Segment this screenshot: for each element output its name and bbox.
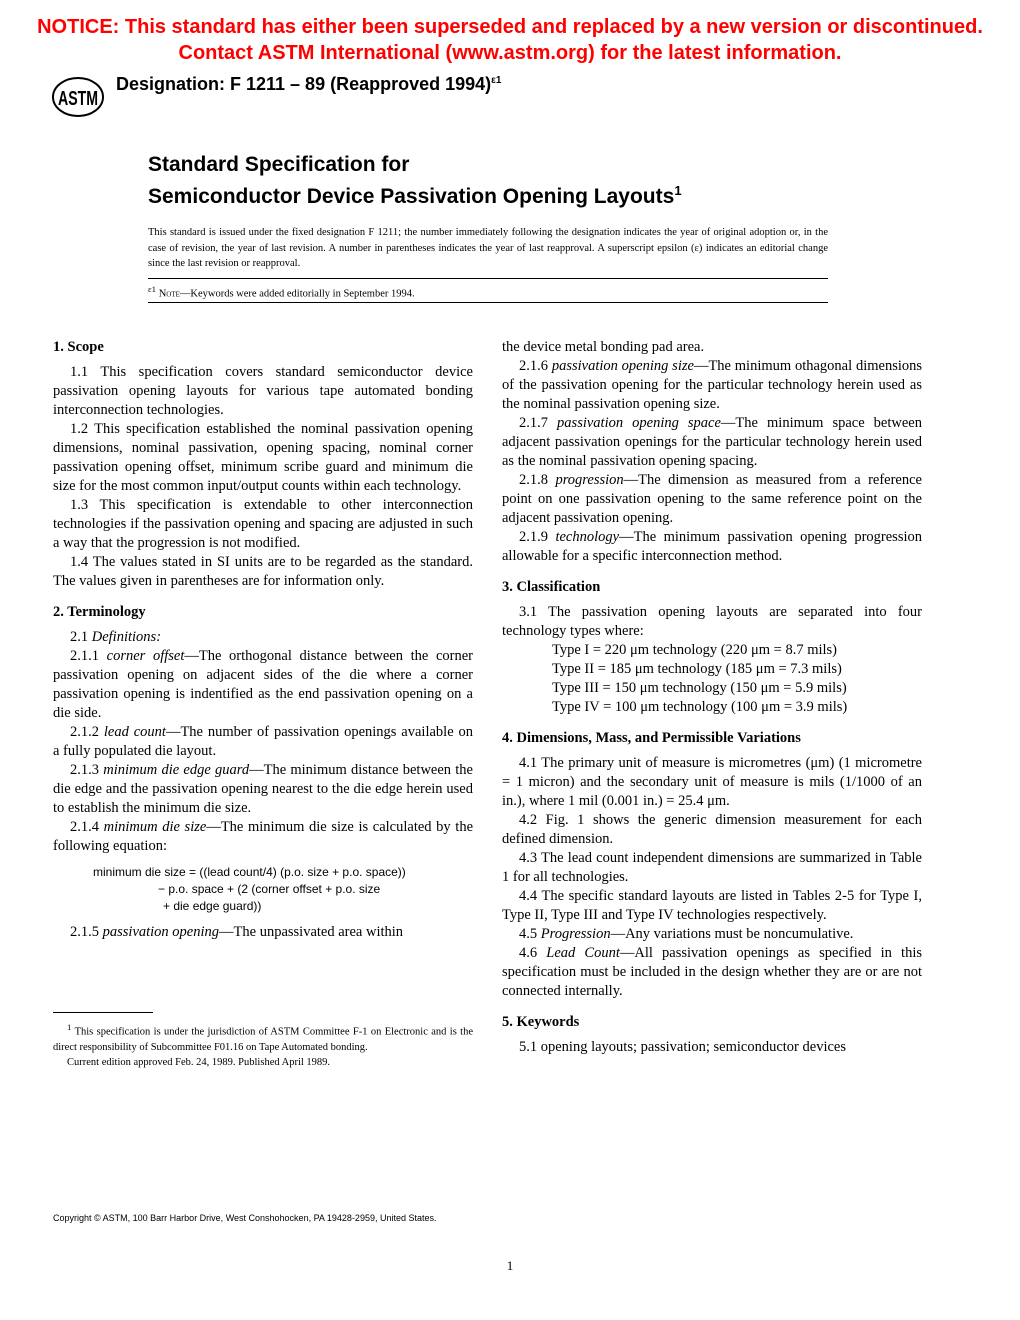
notice-line-2: Contact ASTM International (www.astm.org) for the latest information. [178,42,842,64]
section-heading-classification: 3. Classification [502,579,601,595]
paragraph: 1.3 This specification is extendable to other interconnection technologies if the passivation opening and spacing are adjusted in such a way that the progression is not modified. [53,497,473,551]
section-heading-terminology: 2. Terminology [53,604,146,620]
paragraph: 4.1 The primary unit of measure is micrometres (μm) (1 micrometre = 1 micron) and the secondary unit of measure is mils (1/1000 of an in.), where 1 mil (0.001 in.) = 25.4 μm. [502,755,922,809]
definition: 2.1.9 technology—The minimum passivation opening progression allowable for a specific interconnection method. [502,529,922,564]
technology-type: Type II = 185 μm technology (185 μm = 7.3 mils) [552,661,842,677]
section-heading-dimensions: 4. Dimensions, Mass, and Permissible Variations [502,730,801,746]
page-number: 1 [506,1258,514,1273]
title-line-2: Semiconductor Device Passivation Opening Layouts$^1$ [148,183,682,208]
astm-logo-text: ASTM [58,88,98,110]
paragraph: 4.4 The specific standard layouts are listed in Tables 2-5 for Type I, Type II, Type III and Type IV technologies respectively. [502,888,922,923]
footnote-rule [53,1012,153,1013]
paragraph: 2.1 Definitions: [70,629,162,645]
definition-continued: the device metal bonding pad area. [502,339,705,355]
technology-type: Type I = 220 μm technology (220 μm = 8.7 mils) [552,642,838,658]
definition: 2.1.4 minimum die size—The minimum die size is calculated by the following equation: [53,819,474,854]
designation-sup: ε1 [491,75,502,86]
paragraph: 1.2 This specification established the nominal passivation opening dimensions, nominal passivation, opening spacing, nominal corner passivation opening offset, minimum scribe guard and minimum die size for the most common input/output counts within each technology. [53,421,473,494]
definition: 2.1.5 passivation opening—The unpassivated area within [70,924,404,940]
title-line-1: Standard Specification for [148,153,410,176]
copyright: Copyright © ASTM, 100 Barr Harbor Drive, West Conshohocken, PA 19428-2959, United States. [53,1213,437,1223]
editorial-note: $^{\varepsilon 1}$ Note—Keywords were added editorially in September 1994. [148,284,415,300]
die-size-equation: minimum die size = ((lead count/4) (p.o. size + p.o. space)) − p.o. space + (2 (corner offset + p.o. size + die edge guard)) [93,865,406,913]
paragraph: 4.6 Lead Count—All passivation openings as specified in this specification must be included in the design whether they are or are not connected internally. [502,945,923,999]
paragraph: 4.3 The lead count independent dimensions are summarized in Table 1 for all technologies. [502,850,922,885]
left-column [53,338,473,942]
page-title [148,152,682,210]
divider [148,302,828,303]
paragraph: 4.5 Progression—Any variations must be noncumulative. [519,926,854,942]
right-column [502,338,922,1057]
definition: 2.1.6 passivation opening size—The minimum othagonal dimensions of the passivation opening for the particular technology herein used as the nominal passivation opening size. [502,358,923,412]
technology-type: Type IV = 100 μm technology (100 μm = 3.9 mils) [552,699,848,715]
section-heading-scope: 1. Scope [53,339,104,355]
definition: 2.1.1 corner offset—The orthogonal distance between the corner passivation opening on adjacent sides of the die where a corner passivation opening is indentified as the end passivation opening on a die side. [53,648,473,721]
notice-banner [0,14,1020,66]
section-heading-keywords: 5. Keywords [502,1014,580,1030]
paragraph: 1.1 This specification covers standard semiconductor device passivation opening layouts for various tape automated bonding interconnection technologies. [53,364,473,418]
definition: 2.1.7 passivation opening space—The minimum space between adjacent passivation openings for the particular technology herein used as the nominal passivation opening spacing. [502,415,922,469]
paragraph: 1.4 The values stated in SI units are to be regarded as the standard. The values given in parentheses are for information only. [53,554,473,589]
definition: 2.1.3 minimum die edge guard—The minimum distance between the die edge and the passivation opening nearest to the die edge herein used to establish the minimum die size. [53,762,473,816]
notice-line-1: NOTICE: This standard has either been superseded and replaced by a new version or discontinued. [37,16,983,38]
definition: 2.1.8 progression—The dimension as measured from a reference point on one passivation opening to the same reference point on the adjacent passivation opening. [502,472,922,526]
definition: 2.1.2 lead count—The number of passivation openings available on a fully populated die layout. [53,724,474,759]
paragraph: 5.1 opening layouts; passivation; semiconductor devices [519,1039,846,1055]
technology-types-list [502,641,922,717]
footnote: $^1$ This specification is under the jurisdiction of ASTM Committee F-1 on Electronic and is the direct responsibility of Subcommittee F01.16 on Tape Automated bonding. Current edition approved Feb. 24, 1989. Published April 1989. [53,1022,473,1068]
astm-logo-icon [52,76,104,118]
issued-statement: This standard is issued under the fixed designation F 1211; the number immediately following the designation indicates the year of original adoption or, in the case of revision, the year of last revision. A number in parentheses indicates the year of last reapproval. A superscript epsilon (ε) indicates an editorial change since the last revision or reapproval. [148,227,828,269]
paragraph: 3.1 The passivation opening layouts are separated into four technology types where: [502,604,922,639]
paragraph: 4.2 Fig. 1 shows the generic dimension measurement for each defined dimension. [502,812,922,847]
divider [148,278,828,279]
technology-type: Type III = 150 μm technology (150 μm = 5.9 mils) [552,680,847,696]
designation: Designation: F 1211 – 89 (Reapproved 1994)$^{\varepsilon 1}$ [116,74,502,94]
title-footnote-ref: 1 [674,183,682,198]
